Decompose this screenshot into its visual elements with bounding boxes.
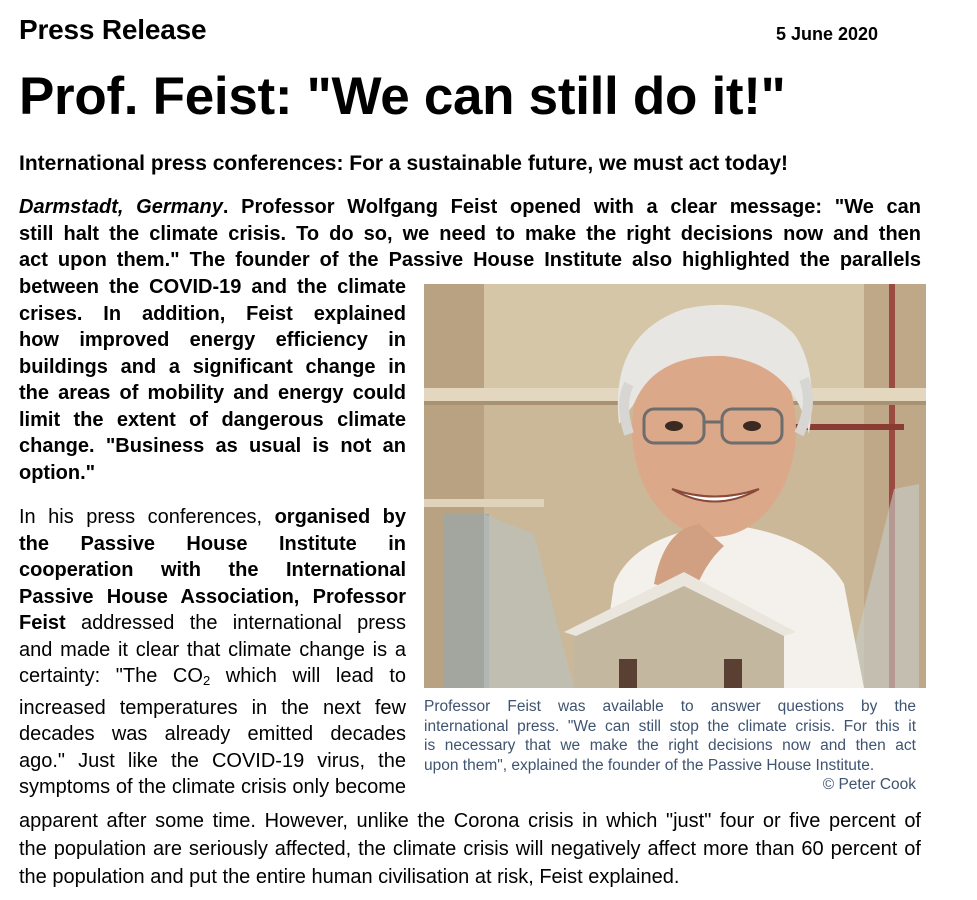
body-line: ago." Just like the COVID-19 virus, the (19, 749, 406, 772)
subscript-2: 2 (202, 673, 211, 688)
photo-credit: © Peter Cook (822, 776, 916, 793)
body-bold-text: cooperation with the International (19, 559, 406, 581)
release-date: 5 June 2020 (776, 24, 879, 44)
body-line (19, 504, 406, 531)
lead-cont-line: limit the extent of dangerous climate (19, 408, 406, 431)
body-line: symptoms of the climate crisis only become (19, 776, 406, 798)
body-line: decades was already emitted decades (19, 723, 406, 745)
body-bold-text: Passive House Association, Professor (19, 585, 406, 608)
body-text: certainty: "The CO (19, 665, 203, 687)
body-line (19, 584, 406, 611)
lead-cont-line: option." (19, 461, 96, 484)
lead-line-3: act upon them." The founder of the Passive House Institute also highlighted the parallels (19, 249, 921, 271)
lead-cont-line: change. "Business as usual is not an (19, 435, 406, 457)
body-bold-text: organised by (274, 506, 406, 528)
subheadline: International press conferences: For a sustainable future, we must act today! (19, 152, 789, 175)
lead-line-2: still halt the climate crisis. To do so, we need to make the right decisions now and then (19, 222, 921, 245)
lead-cont-line: buildings and a significant change in (19, 355, 406, 378)
press-release-label: Press Release (19, 14, 207, 45)
body-line: the population are seriously affected, the climate crisis will negatively affect more than 60 percent of (19, 838, 921, 860)
lead-text: . Professor Wolfgang Feist opened with a clear message: "We can (222, 196, 921, 218)
caption-line: upon them", explained the founder of the Passive House Institute. (424, 756, 875, 774)
headline: Prof. Feist: "We can still do it!" (19, 67, 786, 126)
lead-line-1 (19, 194, 921, 221)
body-line (19, 663, 406, 695)
caption-line: international press. "We can still stop the climate crisis. For this it (424, 717, 916, 735)
portrait-illustration (424, 284, 926, 688)
photo-caption (424, 697, 916, 795)
body-text: addressed the international press (65, 612, 406, 634)
lead-paragraph (19, 194, 921, 274)
body-line: apparent after some time. However, unlike the Corona crisis in which "just" four or five percent of (19, 810, 921, 832)
body-line: increased temperatures in the next few (19, 696, 406, 719)
portrait-photo (424, 284, 926, 688)
lead-cont-line: between the COVID-19 and the climate (19, 276, 406, 298)
lead-continued (19, 274, 406, 486)
body-text: which will lead to (210, 665, 407, 687)
body-line (19, 610, 406, 637)
body-text: In his press conferences, (19, 506, 275, 528)
caption-line: Professor Feist was available to answer questions by the (424, 698, 916, 715)
dateline: Darmstadt, Germany (19, 196, 223, 218)
body-line (19, 531, 406, 558)
caption-line: is necessary that we make the right decisions now and then act (424, 737, 916, 754)
body-paragraph (19, 504, 406, 801)
lead-cont-line: how improved energy efficiency in (19, 329, 406, 351)
body-line (19, 557, 406, 584)
body-line: and made it clear that climate change is a (19, 638, 406, 661)
body-line: the population and put the entire human civilisation at risk, Feist explained. (19, 866, 680, 888)
lead-cont-line: crises. In addition, Feist explained (19, 302, 406, 325)
body-bold-text: Feist (19, 612, 66, 634)
body-full-width (19, 807, 921, 891)
body-bold-text: the Passive House Institute in (19, 532, 406, 555)
lead-cont-line: the areas of mobility and energy could (19, 382, 406, 404)
